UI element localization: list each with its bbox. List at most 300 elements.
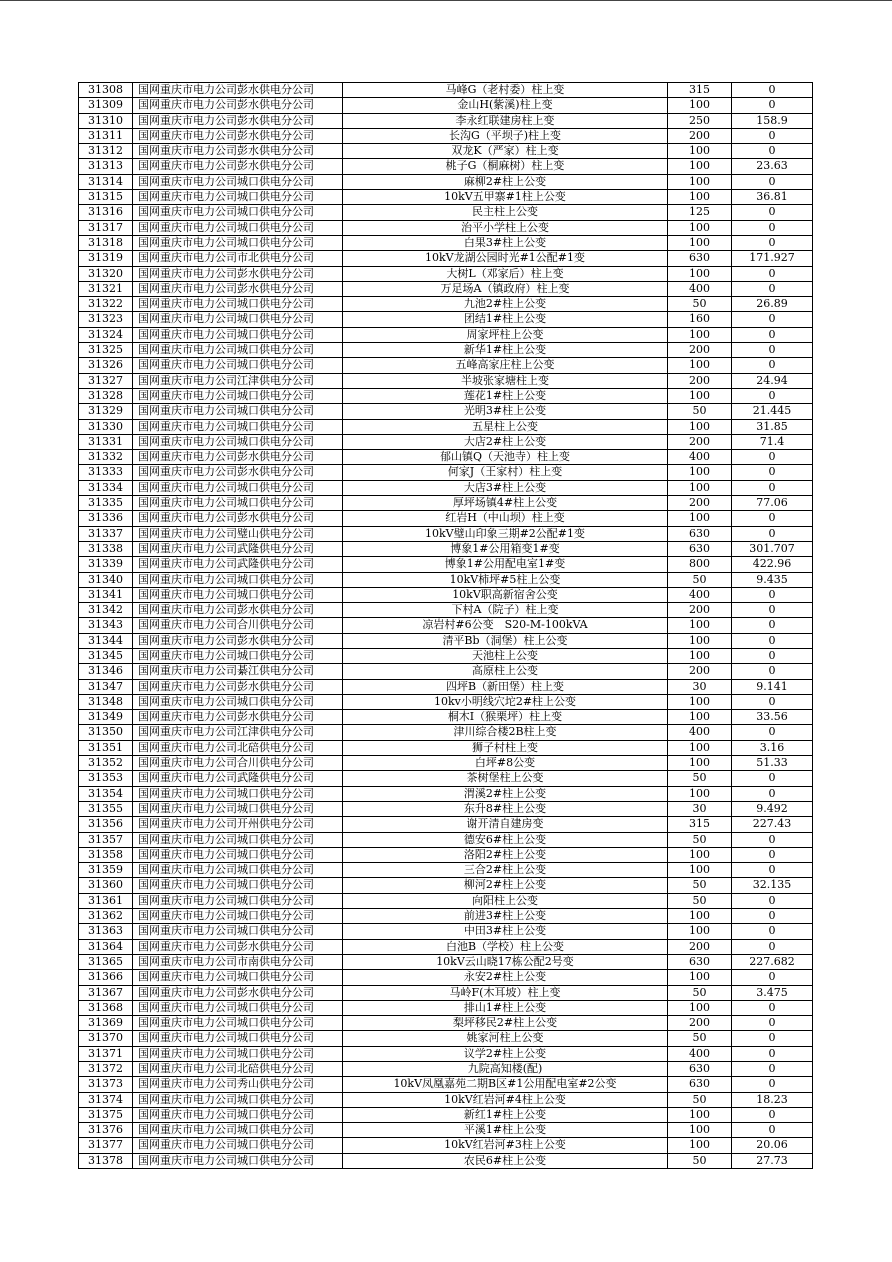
- table-row: [79, 970, 813, 985]
- transformer-name-cell: 10kV五甲寨#1柱上公变: [343, 190, 668, 205]
- row-id-cell: 31362: [79, 909, 133, 924]
- row-id-cell: 31339: [79, 557, 133, 572]
- table-row: [79, 205, 813, 220]
- table-row: [79, 358, 813, 373]
- company-cell: 国网重庆市电力公司彭水供电分公司: [133, 511, 343, 526]
- value-cell: 23.63: [732, 159, 813, 174]
- transformer-name-cell: 三合2#柱上公变: [343, 863, 668, 878]
- value-cell: 0: [732, 98, 813, 113]
- company-cell: 国网重庆市电力公司城口供电分公司: [133, 970, 343, 985]
- value-cell: 0: [732, 450, 813, 465]
- capacity-cell: 50: [668, 572, 732, 587]
- company-cell: 国网重庆市电力公司城口供电分公司: [133, 893, 343, 908]
- company-cell: 国网重庆市电力公司武隆供电分公司: [133, 557, 343, 572]
- value-cell: 0: [732, 144, 813, 159]
- row-id-cell: 31314: [79, 174, 133, 189]
- capacity-cell: 100: [668, 235, 732, 250]
- value-cell: 21.445: [732, 404, 813, 419]
- row-id-cell: 31322: [79, 297, 133, 312]
- row-id-cell: 31326: [79, 358, 133, 373]
- value-cell: 0: [732, 388, 813, 403]
- company-cell: 国网重庆市电力公司市北供电分公司: [133, 251, 343, 266]
- capacity-cell: 630: [668, 1077, 732, 1092]
- row-id-cell: 31332: [79, 450, 133, 465]
- transformer-name-cell: 10kV柿坪#5柱上公变: [343, 572, 668, 587]
- value-cell: 24.94: [732, 373, 813, 388]
- value-cell: 0: [732, 1000, 813, 1015]
- row-id-cell: 31325: [79, 343, 133, 358]
- transformer-name-cell: 五峰高家庄柱上公变: [343, 358, 668, 373]
- capacity-cell: 100: [668, 847, 732, 862]
- company-cell: 国网重庆市电力公司彭水供电分公司: [133, 450, 343, 465]
- company-cell: 国网重庆市电力公司城口供电分公司: [133, 1031, 343, 1046]
- company-cell: 国网重庆市电力公司城口供电分公司: [133, 1123, 343, 1138]
- transformer-name-cell: 郁山镇Q（天池寺）柱上变: [343, 450, 668, 465]
- table-row: [79, 144, 813, 159]
- row-id-cell: 31373: [79, 1077, 133, 1092]
- value-cell: 0: [732, 174, 813, 189]
- table-row: [79, 603, 813, 618]
- table-row: [79, 1138, 813, 1153]
- table-row: [79, 404, 813, 419]
- value-cell: 3.16: [732, 740, 813, 755]
- company-cell: 国网重庆市电力公司城口供电分公司: [133, 235, 343, 250]
- capacity-cell: 400: [668, 587, 732, 602]
- row-id-cell: 31345: [79, 648, 133, 663]
- row-id-cell: 31370: [79, 1031, 133, 1046]
- company-cell: 国网重庆市电力公司北碚供电分公司: [133, 1062, 343, 1077]
- table-row: [79, 251, 813, 266]
- transformer-name-cell: 10kV璧山印象三期#2公配#1变: [343, 526, 668, 541]
- table-row: [79, 419, 813, 434]
- row-id-cell: 31353: [79, 771, 133, 786]
- table-row: [79, 1000, 813, 1015]
- table-row: [79, 235, 813, 250]
- transformer-name-cell: 永安2#柱上公变: [343, 970, 668, 985]
- table-row: [79, 312, 813, 327]
- company-cell: 国网重庆市电力公司彭水供电分公司: [133, 83, 343, 98]
- company-cell: 国网重庆市电力公司綦江供电分公司: [133, 664, 343, 679]
- capacity-cell: 400: [668, 1046, 732, 1061]
- capacity-cell: 100: [668, 480, 732, 495]
- row-id-cell: 31317: [79, 220, 133, 235]
- transformer-name-cell: 凉岩村#6公变 S20-M-100kVA: [343, 618, 668, 633]
- table-row: [79, 450, 813, 465]
- company-cell: 国网重庆市电力公司城口供电分公司: [133, 388, 343, 403]
- table-row: [79, 664, 813, 679]
- value-cell: 422.96: [732, 557, 813, 572]
- transformer-name-cell: 九院高知楼(配): [343, 1062, 668, 1077]
- row-id-cell: 31360: [79, 878, 133, 893]
- table-row: [79, 786, 813, 801]
- row-id-cell: 31313: [79, 159, 133, 174]
- row-id-cell: 31374: [79, 1092, 133, 1107]
- transformer-name-cell: 马岭F(木耳坡）柱上变: [343, 985, 668, 1000]
- table-row: [79, 756, 813, 771]
- row-id-cell: 31359: [79, 863, 133, 878]
- row-id-cell: 31352: [79, 756, 133, 771]
- row-id-cell: 31308: [79, 83, 133, 98]
- row-id-cell: 31310: [79, 113, 133, 128]
- table-row: [79, 710, 813, 725]
- capacity-cell: 30: [668, 801, 732, 816]
- table-row: [79, 954, 813, 969]
- row-id-cell: 31348: [79, 694, 133, 709]
- capacity-cell: 100: [668, 1138, 732, 1153]
- value-cell: 0: [732, 1077, 813, 1092]
- table-row: [79, 190, 813, 205]
- company-cell: 国网重庆市电力公司合川供电分公司: [133, 618, 343, 633]
- table-row: [79, 801, 813, 816]
- capacity-cell: 100: [668, 970, 732, 985]
- table-row: [79, 388, 813, 403]
- capacity-cell: 50: [668, 1092, 732, 1107]
- table-row: [79, 465, 813, 480]
- company-cell: 国网重庆市电力公司彭水供电分公司: [133, 159, 343, 174]
- table-row: [79, 985, 813, 1000]
- value-cell: 0: [732, 603, 813, 618]
- capacity-cell: 100: [668, 190, 732, 205]
- company-cell: 国网重庆市电力公司彭水供电分公司: [133, 633, 343, 648]
- row-id-cell: 31344: [79, 633, 133, 648]
- row-id-cell: 31319: [79, 251, 133, 266]
- capacity-cell: 200: [668, 664, 732, 679]
- capacity-cell: 100: [668, 144, 732, 159]
- company-cell: 国网重庆市电力公司秀山供电分公司: [133, 1077, 343, 1092]
- table-row: [79, 480, 813, 495]
- capacity-cell: 315: [668, 817, 732, 832]
- company-cell: 国网重庆市电力公司城口供电分公司: [133, 205, 343, 220]
- transformer-table: [78, 82, 813, 1169]
- value-cell: 0: [732, 220, 813, 235]
- company-cell: 国网重庆市电力公司彭水供电分公司: [133, 465, 343, 480]
- transformer-name-cell: 10kV凤凰嘉苑二期B区#1公用配电室#2公变: [343, 1077, 668, 1092]
- table-row: [79, 511, 813, 526]
- value-cell: 0: [732, 587, 813, 602]
- company-cell: 国网重庆市电力公司彭水供电分公司: [133, 281, 343, 296]
- transformer-name-cell: 长沟G（平坝子)柱上变: [343, 128, 668, 143]
- capacity-cell: 100: [668, 740, 732, 755]
- transformer-name-cell: 麻柳2#柱上公变: [343, 174, 668, 189]
- transformer-name-cell: 10kV红岩河#3柱上公变: [343, 1138, 668, 1153]
- row-id-cell: 31321: [79, 281, 133, 296]
- capacity-cell: 630: [668, 526, 732, 541]
- company-cell: 国网重庆市电力公司城口供电分公司: [133, 786, 343, 801]
- transformer-name-cell: 向阳柱上公变: [343, 893, 668, 908]
- table-row: [79, 924, 813, 939]
- transformer-name-cell: 排山1#柱上公变: [343, 1000, 668, 1015]
- table-row: [79, 541, 813, 556]
- table-row: [79, 618, 813, 633]
- capacity-cell: 100: [668, 710, 732, 725]
- table-row: [79, 220, 813, 235]
- transformer-name-cell: 下村A（院子）柱上变: [343, 603, 668, 618]
- row-id-cell: 31340: [79, 572, 133, 587]
- capacity-cell: 100: [668, 511, 732, 526]
- capacity-cell: 50: [668, 297, 732, 312]
- row-id-cell: 31334: [79, 480, 133, 495]
- value-cell: 3.475: [732, 985, 813, 1000]
- value-cell: 0: [732, 970, 813, 985]
- table-row: [79, 909, 813, 924]
- table-row: [79, 327, 813, 342]
- value-cell: 77.06: [732, 496, 813, 511]
- value-cell: 0: [732, 618, 813, 633]
- row-id-cell: 31337: [79, 526, 133, 541]
- transformer-name-cell: 清平Bb（洞堡）柱上公变: [343, 633, 668, 648]
- transformer-name-cell: 10kv小明线穴坨2#柱上公变: [343, 694, 668, 709]
- company-cell: 国网重庆市电力公司城口供电分公司: [133, 480, 343, 495]
- value-cell: 0: [732, 343, 813, 358]
- row-id-cell: 31378: [79, 1153, 133, 1168]
- row-id-cell: 31356: [79, 817, 133, 832]
- capacity-cell: 400: [668, 725, 732, 740]
- capacity-cell: 30: [668, 679, 732, 694]
- table-row: [79, 1016, 813, 1031]
- value-cell: 0: [732, 128, 813, 143]
- capacity-cell: 100: [668, 648, 732, 663]
- capacity-cell: 100: [668, 1107, 732, 1122]
- row-id-cell: 31329: [79, 404, 133, 419]
- row-id-cell: 31375: [79, 1107, 133, 1122]
- company-cell: 国网重庆市电力公司江津供电分公司: [133, 725, 343, 740]
- table-row: [79, 725, 813, 740]
- row-id-cell: 31323: [79, 312, 133, 327]
- company-cell: 国网重庆市电力公司城口供电分公司: [133, 587, 343, 602]
- row-id-cell: 31351: [79, 740, 133, 755]
- company-cell: 国网重庆市电力公司市南供电分公司: [133, 954, 343, 969]
- company-cell: 国网重庆市电力公司彭水供电分公司: [133, 985, 343, 1000]
- row-id-cell: 31318: [79, 235, 133, 250]
- capacity-cell: 100: [668, 756, 732, 771]
- table-row: [79, 679, 813, 694]
- capacity-cell: 200: [668, 496, 732, 511]
- value-cell: 0: [732, 863, 813, 878]
- capacity-cell: 100: [668, 174, 732, 189]
- table-row: [79, 1153, 813, 1168]
- capacity-cell: 100: [668, 909, 732, 924]
- table-row: [79, 633, 813, 648]
- value-cell: 227.682: [732, 954, 813, 969]
- company-cell: 国网重庆市电力公司彭水供电分公司: [133, 939, 343, 954]
- transformer-name-cell: 10kV职高新宿舍公变: [343, 587, 668, 602]
- value-cell: 0: [732, 786, 813, 801]
- capacity-cell: 100: [668, 618, 732, 633]
- table-row: [79, 281, 813, 296]
- transformer-name-cell: 万足场A（镇政府）柱上变: [343, 281, 668, 296]
- transformer-name-cell: 新红1#柱上公变: [343, 1107, 668, 1122]
- transformer-name-cell: 桃子G（桐麻树）柱上变: [343, 159, 668, 174]
- company-cell: 国网重庆市电力公司城口供电分公司: [133, 1107, 343, 1122]
- row-id-cell: 31336: [79, 511, 133, 526]
- capacity-cell: 50: [668, 771, 732, 786]
- row-id-cell: 31367: [79, 985, 133, 1000]
- transformer-name-cell: 金山H(紫溪)柱上变: [343, 98, 668, 113]
- table-row: [79, 893, 813, 908]
- table-row: [79, 343, 813, 358]
- transformer-name-cell: 高原柱上公变: [343, 664, 668, 679]
- row-id-cell: 31361: [79, 893, 133, 908]
- transformer-name-cell: 民主柱上公变: [343, 205, 668, 220]
- table-row: [79, 113, 813, 128]
- company-cell: 国网重庆市电力公司城口供电分公司: [133, 878, 343, 893]
- row-id-cell: 31331: [79, 434, 133, 449]
- company-cell: 国网重庆市电力公司北碚供电分公司: [133, 740, 343, 755]
- row-id-cell: 31315: [79, 190, 133, 205]
- value-cell: 227.43: [732, 817, 813, 832]
- capacity-cell: 100: [668, 220, 732, 235]
- company-cell: 国网重庆市电力公司城口供电分公司: [133, 496, 343, 511]
- value-cell: 0: [732, 205, 813, 220]
- capacity-cell: 125: [668, 205, 732, 220]
- capacity-cell: 200: [668, 128, 732, 143]
- row-id-cell: 31350: [79, 725, 133, 740]
- row-id-cell: 31341: [79, 587, 133, 602]
- company-cell: 国网重庆市电力公司城口供电分公司: [133, 174, 343, 189]
- row-id-cell: 31347: [79, 679, 133, 694]
- company-cell: 国网重庆市电力公司城口供电分公司: [133, 924, 343, 939]
- capacity-cell: 630: [668, 541, 732, 556]
- value-cell: 18.23: [732, 1092, 813, 1107]
- capacity-cell: 100: [668, 1123, 732, 1138]
- transformer-name-cell: 农民6#柱上公变: [343, 1153, 668, 1168]
- capacity-cell: 630: [668, 251, 732, 266]
- capacity-cell: 315: [668, 83, 732, 98]
- capacity-cell: 160: [668, 312, 732, 327]
- capacity-cell: 100: [668, 863, 732, 878]
- company-cell: 国网重庆市电力公司城口供电分公司: [133, 863, 343, 878]
- capacity-cell: 200: [668, 373, 732, 388]
- capacity-cell: 100: [668, 633, 732, 648]
- table-row: [79, 1092, 813, 1107]
- capacity-cell: 100: [668, 266, 732, 281]
- row-id-cell: 31355: [79, 801, 133, 816]
- transformer-name-cell: 中田3#柱上公变: [343, 924, 668, 939]
- table-row: [79, 266, 813, 281]
- transformer-name-cell: 双龙K（严家）柱上变: [343, 144, 668, 159]
- company-cell: 国网重庆市电力公司城口供电分公司: [133, 190, 343, 205]
- company-cell: 国网重庆市电力公司彭水供电分公司: [133, 266, 343, 281]
- transformer-name-cell: 10kV龙湖公园时光#1公配#1变: [343, 251, 668, 266]
- value-cell: 0: [732, 847, 813, 862]
- transformer-name-cell: 红岩H（中山坝）柱上变: [343, 511, 668, 526]
- row-id-cell: 31311: [79, 128, 133, 143]
- table-row: [79, 1107, 813, 1122]
- company-cell: 国网重庆市电力公司江津供电分公司: [133, 373, 343, 388]
- table-row: [79, 159, 813, 174]
- transformer-name-cell: 天池柱上公变: [343, 648, 668, 663]
- transformer-name-cell: 洛阳2#柱上公变: [343, 847, 668, 862]
- capacity-cell: 200: [668, 603, 732, 618]
- table-row: [79, 939, 813, 954]
- value-cell: 51.33: [732, 756, 813, 771]
- row-id-cell: 31338: [79, 541, 133, 556]
- value-cell: 0: [732, 526, 813, 541]
- company-cell: 国网重庆市电力公司彭水供电分公司: [133, 128, 343, 143]
- capacity-cell: 100: [668, 924, 732, 939]
- company-cell: 国网重庆市电力公司城口供电分公司: [133, 801, 343, 816]
- transformer-name-cell: 茶树堡柱上公变: [343, 771, 668, 786]
- transformer-name-cell: 周家坪柱上公变: [343, 327, 668, 342]
- table-row: [79, 572, 813, 587]
- table-row: [79, 863, 813, 878]
- table-row: [79, 557, 813, 572]
- company-cell: 国网重庆市电力公司彭水供电分公司: [133, 603, 343, 618]
- capacity-cell: 100: [668, 419, 732, 434]
- company-cell: 国网重庆市电力公司城口供电分公司: [133, 327, 343, 342]
- table-row: [79, 1123, 813, 1138]
- capacity-cell: 400: [668, 450, 732, 465]
- row-id-cell: 31354: [79, 786, 133, 801]
- table-row: [79, 496, 813, 511]
- company-cell: 国网重庆市电力公司城口供电分公司: [133, 832, 343, 847]
- row-id-cell: 31371: [79, 1046, 133, 1061]
- transformer-name-cell: 莲花1#柱上公变: [343, 388, 668, 403]
- table-row: [79, 817, 813, 832]
- capacity-cell: 630: [668, 1062, 732, 1077]
- value-cell: 0: [732, 312, 813, 327]
- row-id-cell: 31320: [79, 266, 133, 281]
- value-cell: 0: [732, 1123, 813, 1138]
- value-cell: 0: [732, 648, 813, 663]
- value-cell: 0: [732, 358, 813, 373]
- row-id-cell: 31343: [79, 618, 133, 633]
- value-cell: 158.9: [732, 113, 813, 128]
- transformer-name-cell: 四坪B（新田堡）柱上变: [343, 679, 668, 694]
- company-cell: 国网重庆市电力公司城口供电分公司: [133, 909, 343, 924]
- transformer-name-cell: 前进3#柱上公变: [343, 909, 668, 924]
- value-cell: 0: [732, 235, 813, 250]
- table-row: [79, 526, 813, 541]
- table-row: [79, 847, 813, 862]
- company-cell: 国网重庆市电力公司城口供电分公司: [133, 648, 343, 663]
- transformer-name-cell: 狮子村柱上变: [343, 740, 668, 755]
- row-id-cell: 31333: [79, 465, 133, 480]
- table-row: [79, 98, 813, 113]
- row-id-cell: 31346: [79, 664, 133, 679]
- company-cell: 国网重庆市电力公司城口供电分公司: [133, 1092, 343, 1107]
- capacity-cell: 50: [668, 985, 732, 1000]
- table-row: [79, 587, 813, 602]
- value-cell: 0: [732, 465, 813, 480]
- table-row: [79, 174, 813, 189]
- row-id-cell: 31324: [79, 327, 133, 342]
- table-row: [79, 373, 813, 388]
- transformer-name-cell: 大店3#柱上公变: [343, 480, 668, 495]
- company-cell: 国网重庆市电力公司璧山供电分公司: [133, 526, 343, 541]
- value-cell: 0: [732, 694, 813, 709]
- company-cell: 国网重庆市电力公司城口供电分公司: [133, 1046, 343, 1061]
- value-cell: 0: [732, 664, 813, 679]
- company-cell: 国网重庆市电力公司武隆供电分公司: [133, 771, 343, 786]
- capacity-cell: 100: [668, 1000, 732, 1015]
- company-cell: 国网重庆市电力公司城口供电分公司: [133, 434, 343, 449]
- company-cell: 国网重庆市电力公司城口供电分公司: [133, 343, 343, 358]
- company-cell: 国网重庆市电力公司彭水供电分公司: [133, 144, 343, 159]
- capacity-cell: 50: [668, 893, 732, 908]
- company-cell: 国网重庆市电力公司合川供电分公司: [133, 756, 343, 771]
- company-cell: 国网重庆市电力公司城口供电分公司: [133, 1000, 343, 1015]
- transformer-name-cell: 马峰G（老村委）柱上变: [343, 83, 668, 98]
- capacity-cell: 200: [668, 1016, 732, 1031]
- transformer-name-cell: 柳河2#柱上公变: [343, 878, 668, 893]
- capacity-cell: 50: [668, 1031, 732, 1046]
- transformer-name-cell: 白池B（学校）柱上公变: [343, 939, 668, 954]
- value-cell: 27.73: [732, 1153, 813, 1168]
- value-cell: 0: [732, 511, 813, 526]
- company-cell: 国网重庆市电力公司武隆供电分公司: [133, 541, 343, 556]
- transformer-name-cell: 德安6#柱上公变: [343, 832, 668, 847]
